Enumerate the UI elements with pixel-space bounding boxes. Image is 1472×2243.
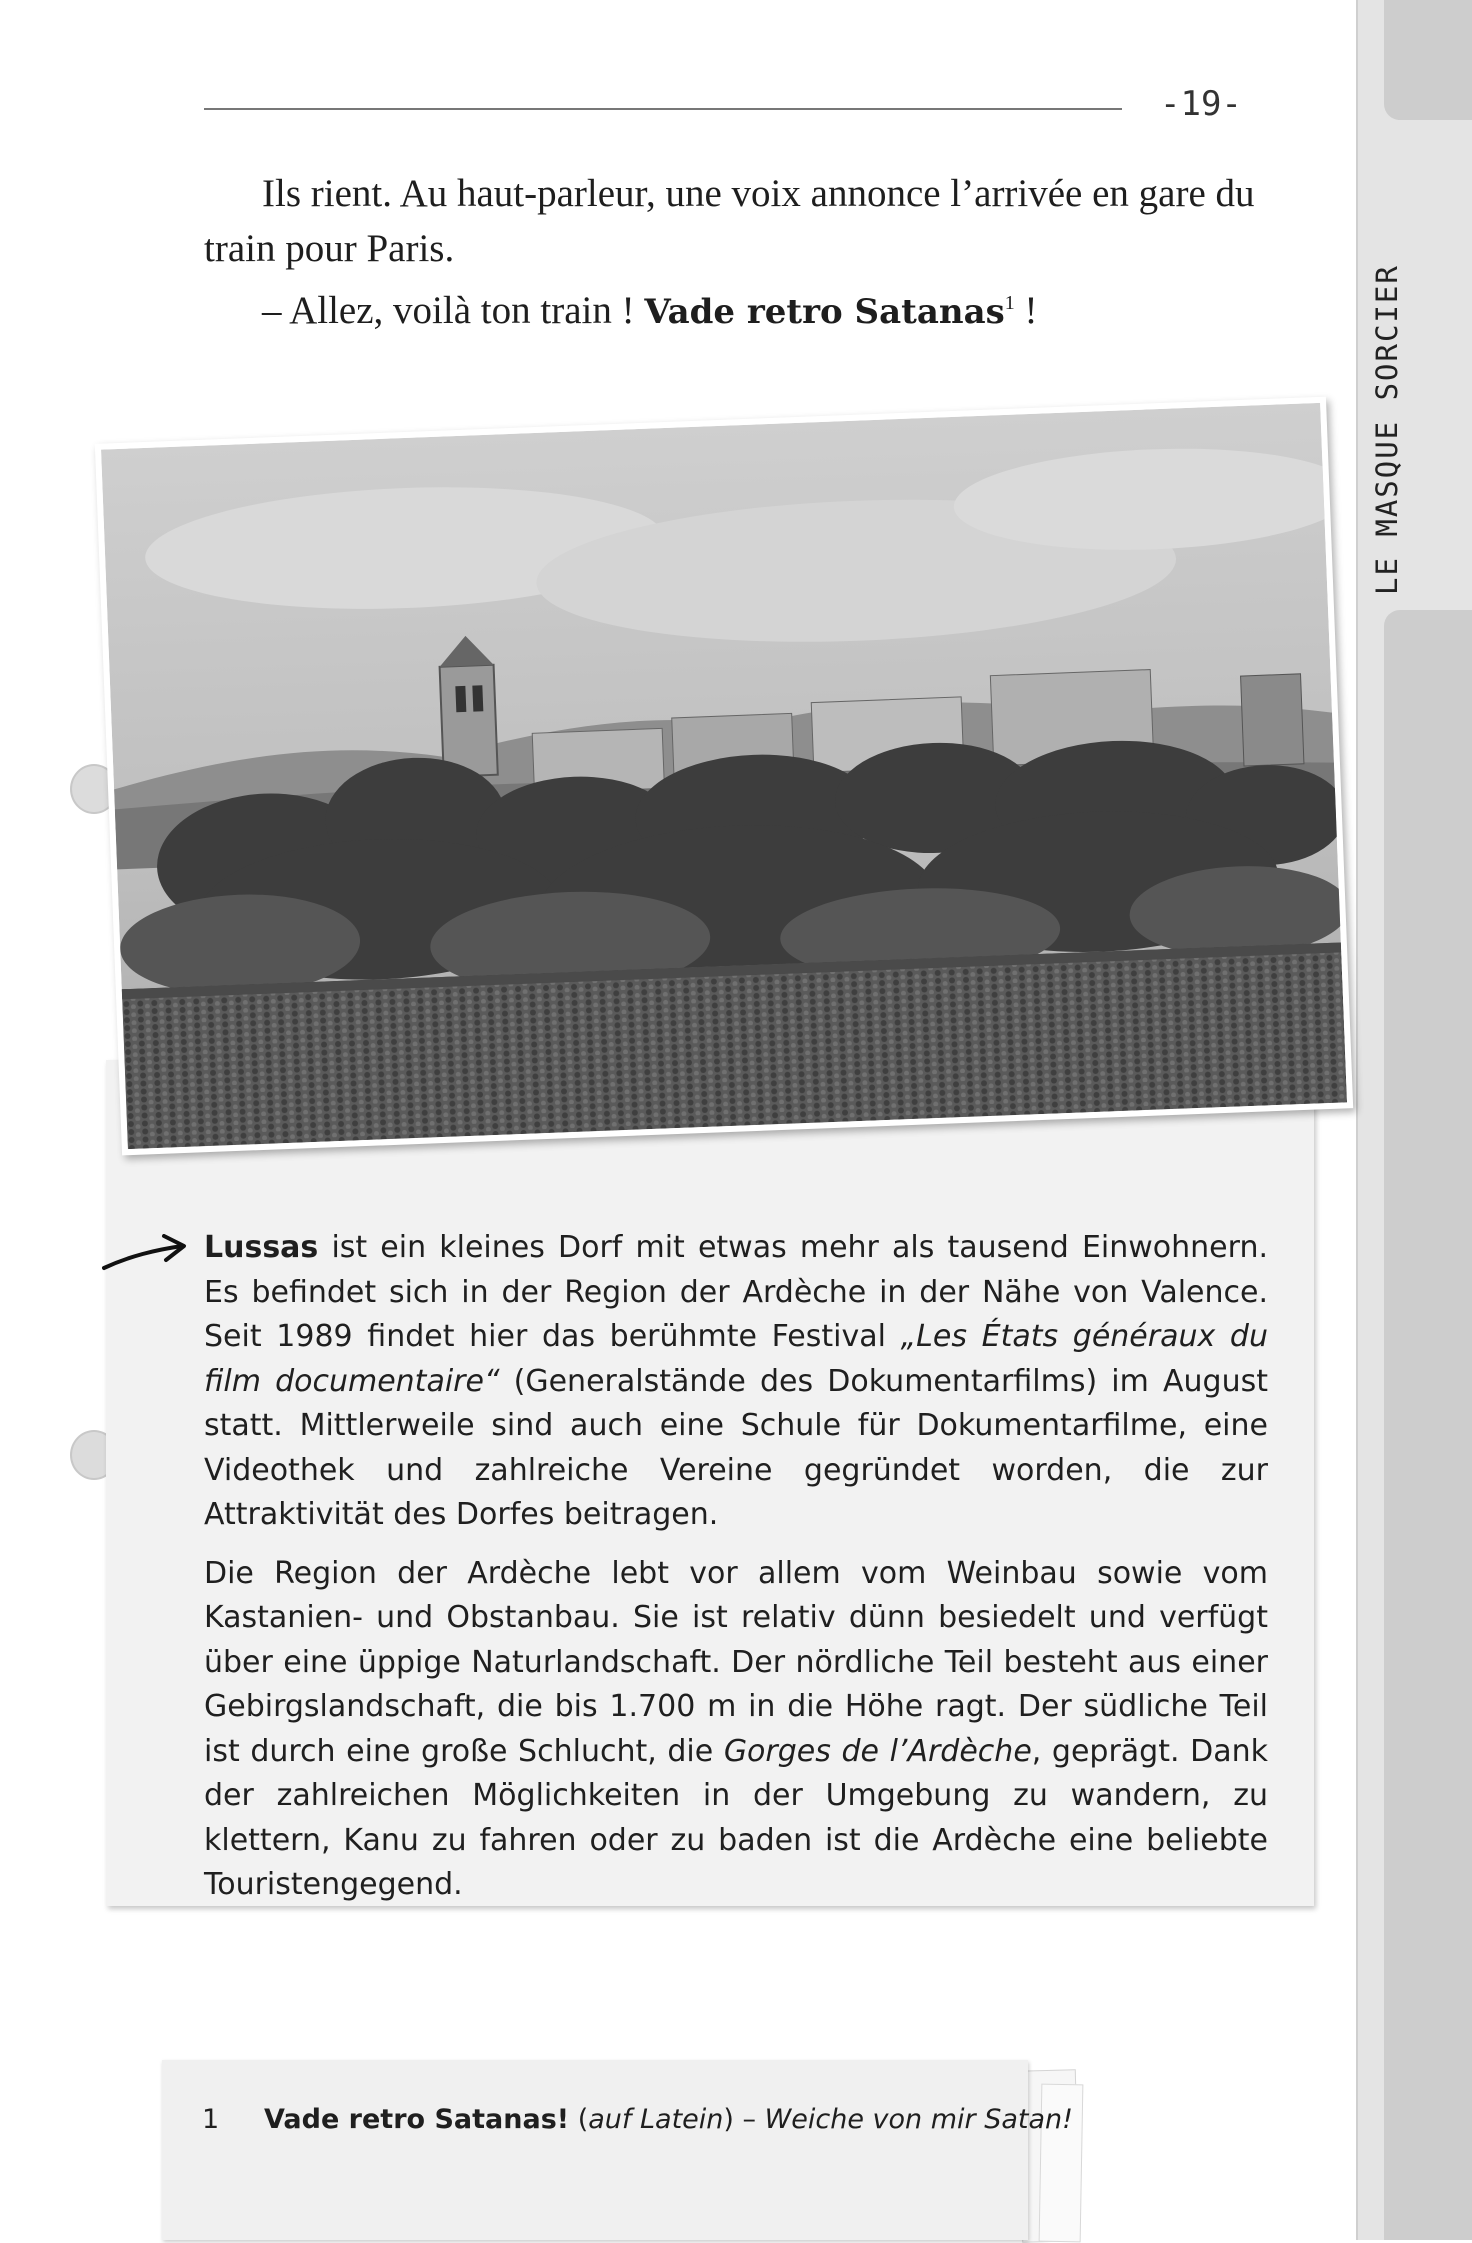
info-paragraph-2 — [204, 1552, 1268, 1908]
story-line-2 — [204, 276, 1274, 340]
footnote-ref: 1 — [1004, 292, 1015, 314]
footnote-number: 1 — [202, 2104, 220, 2135]
footnote-language: auf Latein — [588, 2104, 724, 2135]
pointer-arrow-icon — [100, 1234, 190, 1274]
header-rule — [204, 108, 1122, 110]
story-line-1: Ils rient. Au haut-parleur, une voix annonce l’arrivée en gare du train pour Paris. — [204, 172, 1255, 270]
footnote-box — [162, 2060, 1028, 2240]
footnote-term: Vade retro Satanas — [264, 2104, 557, 2135]
footnote-term-excl: ! — [556, 2104, 570, 2135]
story-line-2-prefix: – Allez, voilà ton train ! — [262, 289, 645, 332]
footnote-translation: Weiche von mir Satan! — [764, 2104, 1073, 2135]
info-p1-text-b: (Generalstände des Dokumentarfilms) im August statt. Mittlerweile sind auch eine Schule für Dokumentarfilme, eine Videothek und zahlreiche Vereine gegründet worden, die zur Attraktivität des Dorfes beitragen. — [204, 1363, 1268, 1532]
footnote-paren-close: ) – — [723, 2104, 765, 2135]
footnote — [202, 2104, 1102, 2135]
info-keyword: Lussas — [204, 1230, 319, 1265]
info-p2-text-a: Die Region der Ardèche lebt vor allem vom Weinbau sowie vom Kastanien- und Obstanbau. Sie ist relativ dünn besiedelt und verfügt über eine üppige Naturlandschaft. Der nördliche Teil besteht aus einer Gebirgslandschaft, die bis 1.700 m in die Höhe ragt. Der südliche Teil ist durch eine große Schlucht, die — [204, 1555, 1268, 1769]
footnote-paren-open: ( — [569, 2104, 589, 2135]
info-paragraph-1 — [204, 1226, 1268, 1538]
village-photo-image — [101, 403, 1347, 1149]
story-line-2-suffix: ! — [1014, 289, 1038, 332]
story-text — [204, 166, 1274, 340]
info-p2-text-b: , geprägt. Dank der zahlreichen Möglichkeiten in der Umgebung zu wandern, zu klettern, Kanu zu fahren oder zu baden ist die Ardèche eine beliebte Touristengegend. — [204, 1733, 1268, 1902]
village-photo — [95, 397, 1353, 1156]
sidebar-tab-bottom — [1384, 610, 1472, 2240]
sidebar-tab-top — [1384, 0, 1472, 120]
side-title: LE MASQUE SORCIER — [1370, 264, 1404, 595]
festival-title: „Les États généraux du film documentaire“ — [204, 1319, 1268, 1399]
gorges-name: Gorges de l’Ardèche — [723, 1733, 1032, 1769]
story-bold-phrase: Vade retro Satanas — [644, 292, 1005, 332]
info-p1-text-a: ist ein kleines Dorf mit etwas mehr als tausend Einwohnern. Es befindet sich in der Region der Ardèche in der Nähe von Valence. Seit 1989 findet hier das berühmte Festival — [204, 1230, 1268, 1354]
info-text — [204, 1226, 1268, 1922]
page-number: -19- — [1160, 84, 1242, 124]
